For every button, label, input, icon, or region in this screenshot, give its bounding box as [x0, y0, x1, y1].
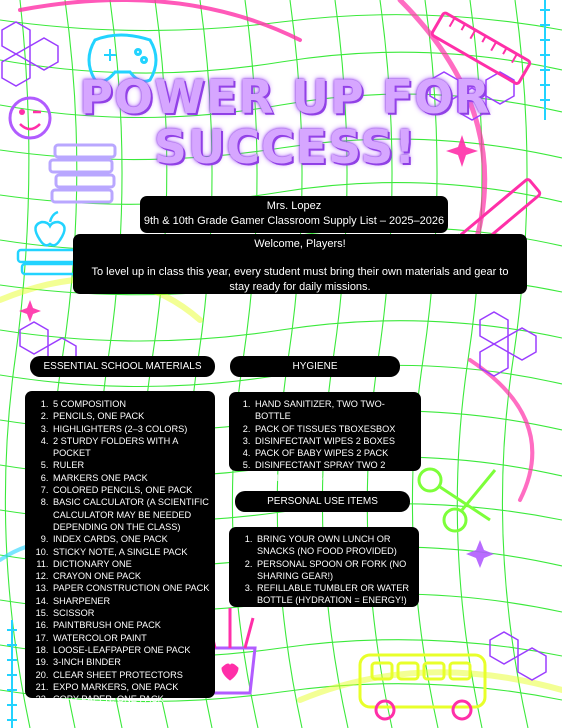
essential-list-item: 19. 3-INCH BINDER — [51, 656, 211, 668]
personal-list-item: 1. BRING YOUR OWN LUNCH OR SNACKS (NO FOOD PROVIDED) — [255, 533, 417, 558]
essential-list-item: 14. SHARPENER — [51, 595, 211, 607]
essential-list-item: 18. LOOSE-LEAFPAPER ONE PACK — [51, 644, 211, 656]
essential-list — [31, 398, 211, 705]
winking-emoji-icon — [10, 98, 50, 138]
essential-list-item: 2. PENCILS, ONE PACK — [51, 410, 211, 422]
teacher-name: Mrs. Lopez — [266, 200, 322, 212]
essential-list-item: 9. INDEX CARDS, ONE PACK — [51, 533, 211, 545]
essential-list-box — [25, 391, 215, 705]
essential-heading: ESSENTIAL SCHOOL MATERIALS — [30, 356, 215, 377]
essential-list-item: 6. MARKERS ONE PACK — [51, 472, 211, 484]
hygiene-heading: HYGIENE — [230, 356, 400, 377]
essential-list-item: 8. BASIC CALCULATOR (A SCIENTIFIC CALCULATOR MAY BE NEEDED DEPENDING ON THE CLASS) — [51, 496, 211, 533]
essential-list-item: 11. DICTIONARY ONE — [51, 558, 211, 570]
essential-list-item: 13. PAPER CONSTRUCTION ONE PACK — [51, 582, 211, 594]
header-box — [140, 196, 448, 233]
hygiene-list — [233, 398, 419, 484]
page-title: POWER UP FOR SUCCESS! — [79, 70, 491, 174]
essential-list-item: 21. EXPO MARKERS, ONE PACK — [51, 681, 211, 693]
hygiene-list-box — [229, 392, 421, 483]
personal-heading: PERSONAL USE ITEMS — [235, 491, 410, 512]
welcome-greeting: Welcome, Players! — [254, 238, 346, 250]
personal-list — [235, 533, 417, 607]
essential-list-item: 4. 2 STURDY FOLDERS WITH A POCKET — [51, 435, 211, 460]
welcome-message: To level up in class this year, every student must bring their own materials and gear to stay ready for daily missions. — [91, 266, 509, 293]
essential-list-item: 16. PAINTBRUSH ONE PACK — [51, 619, 211, 631]
essential-list-item: 7. COLORED PENCILS, ONE PACK — [51, 484, 211, 496]
hygiene-list-item: 3. DISINFECTANT WIPES 2 BOXES — [253, 435, 419, 447]
personal-list-box — [229, 527, 419, 607]
personal-list-item: 2. PERSONAL SPOON OR FORK (NO SHARING GEAR!) — [255, 558, 417, 583]
essential-list-item: 12. CRAYON ONE PACK — [51, 570, 211, 582]
hygiene-list-item: 4. PACK OF BABY WIPES 2 PACK — [253, 447, 419, 459]
essential-list-item: 20. CLEAR SHEET PROTECTORS — [51, 669, 211, 681]
essential-list-item: 15. SCISSOR — [51, 607, 211, 619]
hygiene-list-item: 5. DISINFECTANT SPRAY TWO 2 — [253, 459, 419, 471]
essential-list-item: 5. RULER — [51, 459, 211, 471]
welcome-box — [73, 234, 527, 294]
essential-list-item: 3. HIGHLIGHTERS (2–3 COLORS) — [51, 423, 211, 435]
list-subtitle: 9th & 10th Grade Gamer Classroom Supply List – 2025–2026 — [143, 215, 445, 227]
essential-list-item: 22. COPY PAPER, ONE PACK — [51, 693, 211, 705]
hygiene-list-item: 6. LIQUID HAND SOAP, TWO BOTTLES — [253, 472, 419, 484]
hygiene-list-item: 1. HAND SANITIZER, TWO TWO-BOTTLE — [253, 398, 419, 423]
essential-list-item: 10. STICKY NOTE, A SINGLE PACK — [51, 546, 211, 558]
essential-list-item: 1. 5 COMPOSITION — [51, 398, 211, 410]
personal-list-item: 3. REFILLABLE TUMBLER OR WATER BOTTLE (HYDRATION = ENERGY!) — [255, 582, 417, 607]
hygiene-list-item: 2. PACK OF TISSUES TBOXESBOX — [253, 423, 419, 435]
essential-list-item: 17. WATERCOLOR PAINT — [51, 632, 211, 644]
